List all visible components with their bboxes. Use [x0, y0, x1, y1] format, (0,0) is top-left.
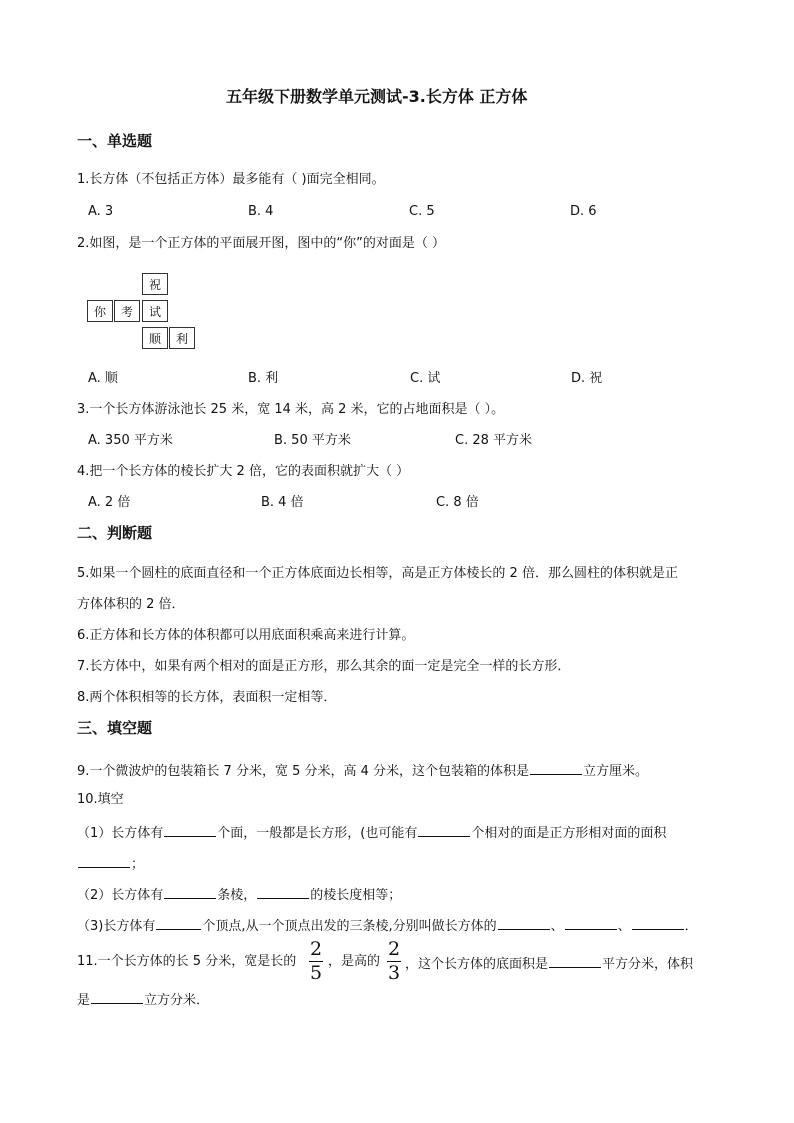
net-cell-li: 利: [169, 327, 195, 349]
q10-3-blank-length[interactable]: [498, 917, 550, 930]
question-10-part-1: [77, 824, 666, 840]
q10-3-text-a: （3)长方体有: [77, 919, 156, 934]
q10-1-text-d: ；: [131, 857, 145, 872]
question-11-part-e: [77, 991, 209, 1007]
net-cell-shun: 顺: [142, 327, 168, 349]
fraction-1-numerator: 2: [309, 938, 323, 960]
q2-option-d: D. 祝: [571, 371, 603, 386]
q10-3-text-b: 个顶点,从一个顶点出发的三条棱,分别叫做长方体的: [202, 919, 497, 934]
q10-3-blank-width[interactable]: [565, 917, 617, 930]
q10-1-text-a: （1）长方体有: [77, 826, 164, 841]
question-5-line-2: 方体体积的 2 倍．: [77, 597, 185, 612]
question-6: 6.正方体和长方体的体积都可以用底面积乘高来进行计算。: [77, 628, 415, 643]
q10-2-blank-equal-edges[interactable]: [257, 886, 309, 899]
question-11-part-b: ，是高的: [328, 954, 381, 969]
q10-1-blank-faces[interactable]: [164, 824, 216, 837]
q10-3-blank-height[interactable]: [632, 917, 684, 930]
page-title: 五年级下册数学单元测试-3.长方体 正方体: [226, 87, 528, 106]
fraction-2-denominator: 3: [387, 962, 401, 984]
q10-1-text-b: 个面，一般都是长方形，(也可能有: [217, 826, 418, 841]
q9-unit: 立方厘米。: [583, 764, 649, 779]
q11-text-f: 立方分米．: [144, 993, 210, 1008]
q10-1-blank-area[interactable]: [78, 855, 130, 868]
fraction-two-thirds: [386, 940, 402, 983]
q3-option-a: A. 350 平方米: [88, 433, 173, 448]
q11-blank-base-area[interactable]: [549, 955, 601, 968]
q10-3-blank-vertices[interactable]: [156, 917, 201, 930]
question-8: 8.两个体积相等的长方体，表面积一定相等．: [77, 690, 337, 705]
net-cell-zhu: 祝: [142, 273, 168, 295]
q1-option-d: D. 6: [570, 204, 597, 219]
fraction-1-denominator: 5: [309, 962, 323, 984]
question-10-part-1-cont: [77, 855, 144, 871]
fraction-two-fifths: [308, 940, 324, 983]
question-11-part-a: 11.一个长方体的长 5 分米，宽是长的: [77, 954, 297, 969]
q10-2-text-c: 的棱长度相等；: [310, 888, 402, 903]
q10-1-blank-pairs[interactable]: [418, 824, 470, 837]
question-9: [77, 762, 648, 778]
question-10-part-2: [77, 886, 401, 902]
q10-3-sep-2: 、: [617, 919, 631, 934]
question-3: 3.一个长方体游泳池长 25 米，宽 14 米，高 2 米，它的占地面积是（ ）。: [77, 402, 505, 417]
section-heading-true-false: 二、判断题: [77, 524, 153, 542]
q10-2-text-a: （2）长方体有: [77, 888, 164, 903]
net-cell-kao: 考: [114, 300, 140, 322]
q11-text-e: 是: [77, 993, 91, 1008]
question-11-part-c: [405, 955, 693, 971]
section-heading-fill-blank: 三、填空题: [77, 719, 153, 737]
q11-text-c: ，这个长方体的底面积是: [405, 957, 549, 972]
q11-blank-volume[interactable]: [91, 991, 143, 1004]
q1-option-c: C. 5: [409, 204, 435, 219]
question-2: 2.如图，是一个正方体的平面展开图，图中的“你”的对面是（ ）: [77, 236, 446, 251]
net-cell-shi: 试: [142, 300, 168, 322]
question-1: 1.长方体（不包括正方体）最多能有（ )面完全相同。: [77, 172, 385, 187]
q10-2-text-b: 条棱，: [217, 888, 257, 903]
question-5-line-1: 5.如果一个圆柱的底面直径和一个正方体底面边长相等，高是正方体棱长的 2 倍．那么圆柱的体积就是正: [77, 566, 678, 581]
question-10-heading: 10.填空: [77, 792, 124, 807]
question-7: 7.长方体中，如果有两个相对的面是正方形，那么其余的面一定是完全一样的长方形．: [77, 659, 571, 674]
q1-option-a: A. 3: [88, 204, 114, 219]
q2-option-c: C. 试: [410, 371, 441, 386]
q2-option-b: B. 利: [248, 371, 279, 386]
q2-option-a: A. 顺: [88, 371, 118, 386]
q3-option-b: B. 50 平方米: [274, 433, 351, 448]
q11-text-d: 平方分米，体积: [602, 957, 694, 972]
q3-option-c: C. 28 平方米: [455, 433, 533, 448]
section-heading-single-choice: 一、单选题: [77, 132, 153, 150]
q9-answer-blank[interactable]: [530, 762, 582, 775]
question-4: 4.把一个长方体的棱长扩大 2 倍，它的表面积就扩大（ ）: [77, 464, 410, 479]
q10-3-sep-1: 、: [550, 919, 564, 934]
q10-2-blank-edges[interactable]: [164, 886, 216, 899]
q10-1-text-c: 个相对的面是正方形相对面的面积: [471, 826, 667, 841]
q9-text: 9.一个微波炉的包装箱长 7 分米，宽 5 分米，高 4 分米，这个包装箱的体积是: [77, 764, 530, 779]
q10-3-end: ．: [684, 919, 698, 934]
fraction-2-numerator: 2: [387, 938, 401, 960]
net-cell-ni: 你: [87, 300, 113, 322]
q4-option-a: A. 2 倍: [88, 495, 131, 510]
q4-option-b: B. 4 倍: [261, 495, 304, 510]
q4-option-c: C. 8 倍: [436, 495, 479, 510]
q1-option-b: B. 4: [248, 204, 274, 219]
question-10-part-3: [77, 917, 698, 933]
